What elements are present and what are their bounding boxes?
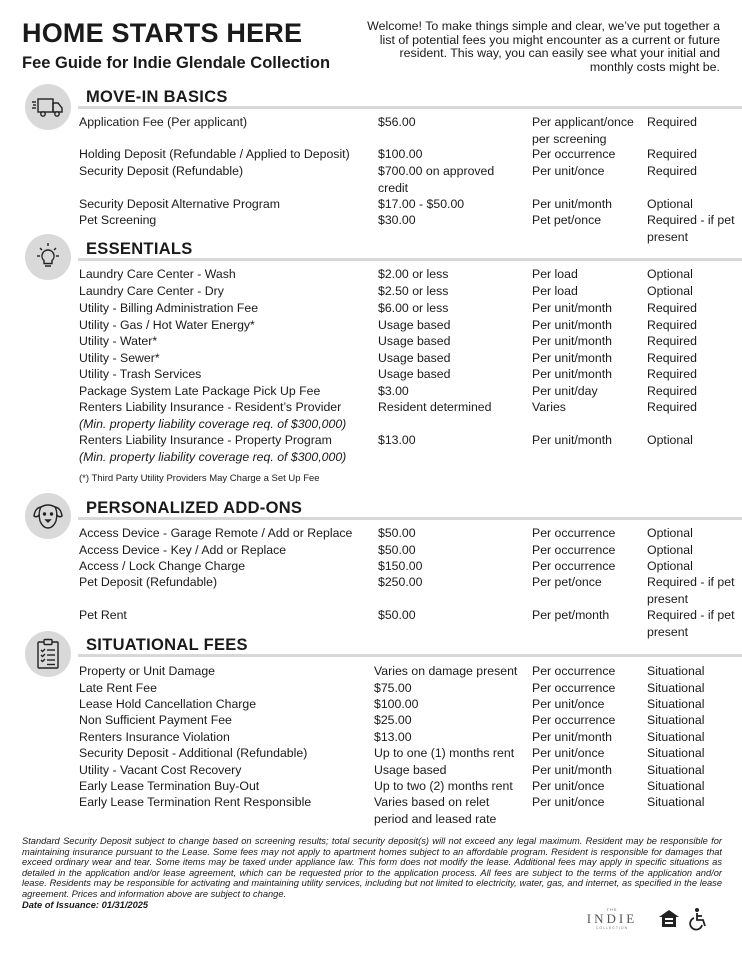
fee-frequency: Per unit/month (532, 197, 612, 211)
fee-amount: $2.00 or less (378, 267, 449, 281)
fee-name: Security Deposit Alternative Program (79, 197, 280, 211)
section-divider (78, 106, 742, 109)
fee-frequency: Per unit/once (532, 795, 605, 809)
fee-name: Utility - Billing Administration Fee (79, 301, 259, 315)
fee-type: Optional (647, 543, 693, 557)
fee-note: (Min. property liability coverage req. of $300,000) (79, 416, 347, 431)
fee-type: Situational (647, 664, 705, 678)
fee-amount: $250.00 (378, 575, 423, 589)
fee-amount: Up to one (1) months rent (374, 746, 515, 760)
fee-amount: Resident determined (378, 400, 492, 414)
fee-amount: $3.00 (378, 384, 409, 398)
fee-type: Required (647, 351, 697, 365)
fee-type: Required (647, 384, 697, 398)
fee-amount: $150.00 (378, 559, 423, 573)
fee-frequency: Per occurrence (532, 543, 616, 557)
fee-name: Early Lease Termination Buy-Out (79, 779, 260, 793)
fee-amount: $50.00 (378, 526, 416, 540)
page-title: HOME STARTS HERE (22, 18, 303, 48)
fee-name: Utility - Gas / Hot Water Energy* (79, 318, 255, 332)
fee-type: Optional (647, 526, 693, 540)
fee-name: Renters Liability Insurance - Resident’s Provider (79, 400, 342, 414)
delivery-truck-icon (25, 84, 71, 130)
fee-frequency: Per unit/once (532, 779, 605, 793)
fee-name: Utility - Water* (79, 334, 158, 348)
fee-type: Required - if pet present (647, 575, 735, 606)
logo-name-text: INDIE (586, 911, 638, 926)
fee-frequency: Per applicant/once per screening (532, 115, 634, 146)
fee-frequency: Per unit/day (532, 384, 598, 398)
fee-name: Access / Lock Change Charge (79, 559, 246, 573)
fee-amount: $13.00 (378, 433, 416, 447)
fee-name: Non Sufficient Payment Fee (79, 713, 232, 727)
section-divider (78, 654, 742, 657)
fee-type: Required (647, 318, 697, 332)
fee-amount: $17.00 - $50.00 (378, 197, 465, 211)
fee-type: Situational (647, 779, 705, 793)
fee-amount: $30.00 (378, 213, 416, 227)
fee-frequency: Per unit/month (532, 334, 612, 348)
welcome-text: Welcome! To make things simple and clear, we’ve put together a list of potential fees you might encounter as a current or future resident. This way, you can easily see what your initial and monthly costs might be. (367, 19, 720, 74)
fee-frequency: Per unit/month (532, 367, 612, 381)
fee-amount: Usage based (378, 334, 451, 348)
indie-collection-logo (582, 907, 642, 930)
dog-icon (25, 493, 71, 539)
fee-type: Optional (647, 267, 693, 281)
fee-type: Situational (647, 795, 705, 809)
fee-name: Package System Late Package Pick Up Fee (79, 384, 321, 398)
fee-type: Required (647, 164, 697, 178)
fee-type: Required (647, 115, 697, 129)
fee-frequency: Per pet/month (532, 608, 610, 622)
section-title-situational: SITUATIONAL FEES (86, 636, 248, 654)
footer-disclaimer (22, 836, 722, 910)
fee-name: Access Device - Key / Add or Replace (79, 543, 287, 557)
fee-name: Property or Unit Damage (79, 664, 216, 678)
fee-amount: Usage based (378, 318, 451, 332)
fee-type: Situational (647, 746, 705, 760)
fee-frequency: Per occurrence (532, 526, 616, 540)
fee-type: Situational (647, 730, 705, 744)
fee-frequency: Per occurrence (532, 147, 616, 161)
fee-amount: $25.00 (374, 713, 412, 727)
fee-frequency: Per occurrence (532, 664, 616, 678)
fee-frequency: Per load (532, 284, 578, 298)
fee-frequency: Per occurrence (532, 713, 616, 727)
fee-frequency: Per unit/month (532, 301, 612, 315)
logo-bottom-text: COLLECTION (595, 926, 629, 930)
fee-amount: Usage based (374, 763, 447, 777)
fee-frequency: Pet pet/once (532, 213, 602, 227)
fee-name: Security Deposit - Additional (Refundable) (79, 746, 308, 760)
fee-frequency: Per unit/month (532, 433, 612, 447)
fee-name: Utility - Sewer* (79, 351, 160, 365)
fee-type: Required (647, 301, 697, 315)
fee-type: Required (647, 367, 697, 381)
issuance-date: Date of Issuance: 01/31/2025 (22, 899, 149, 910)
fee-amount: $13.00 (374, 730, 412, 744)
fee-type: Optional (647, 433, 693, 447)
section-title-add-ons: PERSONALIZED ADD-ONS (86, 499, 303, 517)
fee-frequency: Per unit/once (532, 746, 605, 760)
fee-name: Holding Deposit (Refundable / Applied to Deposit) (79, 147, 350, 161)
fee-type: Required - if pet present (647, 213, 735, 244)
fee-amount: Up to two (2) months rent (374, 779, 513, 793)
fee-frequency: Per occurrence (532, 681, 616, 695)
fee-amount: $75.00 (374, 681, 412, 695)
fee-frequency: Per unit/month (532, 351, 612, 365)
fee-type: Situational (647, 681, 705, 695)
accessibility-icon (688, 907, 708, 931)
fee-amount: $100.00 (374, 697, 419, 711)
fee-amount: $6.00 or less (378, 301, 449, 315)
logo-top-text: THE (606, 907, 618, 912)
section-divider (78, 517, 742, 520)
section-divider (78, 258, 742, 261)
fee-frequency: Per unit/once (532, 164, 605, 178)
fee-name: Renters Insurance Violation (79, 730, 230, 744)
fee-amount: Usage based (378, 351, 451, 365)
fee-name: Utility - Trash Services (79, 367, 202, 381)
fee-frequency: Per occurrence (532, 559, 616, 573)
fee-name: Pet Rent (79, 608, 127, 622)
fee-frequency: Varies (532, 400, 566, 414)
fee-amount: Varies based on relet period and leased rate (374, 795, 497, 826)
fee-name: Early Lease Termination Rent Responsible (79, 795, 312, 809)
equal-housing-opportunity-icon (658, 908, 680, 930)
disclaimer-text: Standard Security Deposit subject to change based on screening results; total security deposit(s) will not exceed any legal maximum. Resident may be responsible for maintaining insurance pursuant to the Lease. Some fees may not apply to apartment homes subject to an affordable program. Resident is responsible for damages that exceed ordinary wear and tear. Some items may be taxed under appliance law. This form does not modify the lease. Additional fees may apply in specific situations as detailed in the application and/or lease agreement, which can be requested prior to the application process. All fees are subject to the terms of the application and/or lease. Residents may be responsible for activating and maintaining utility services, including but not limited to electricity, water, gas, and internet, as specified in the lease agreement. Prices and information above are subject to change. (22, 836, 722, 899)
fee-name: Access Device - Garage Remote / Add or Replace (79, 526, 353, 540)
fee-type: Situational (647, 713, 705, 727)
fee-type: Required (647, 147, 697, 161)
section-title-essentials: ESSENTIALS (86, 240, 193, 258)
fee-name: Lease Hold Cancellation Charge (79, 697, 257, 711)
fee-name: Pet Screening (79, 213, 157, 227)
fee-frequency: Per unit/month (532, 318, 612, 332)
fee-amount: Usage based (378, 367, 451, 381)
fee-amount: $100.00 (378, 147, 423, 161)
lightbulb-icon (25, 234, 71, 280)
page-subtitle: Fee Guide for Indie Glendale Collection (22, 54, 331, 72)
fee-frequency: Per unit/once (532, 697, 605, 711)
fee-amount: $56.00 (378, 115, 416, 129)
fee-type: Situational (647, 697, 705, 711)
fee-type: Required - if pet present (647, 608, 735, 639)
fee-amount: Varies on damage present (374, 664, 518, 678)
fee-frequency: Per unit/month (532, 763, 612, 777)
fee-type: Situational (647, 763, 705, 777)
fee-frequency: Per unit/month (532, 730, 612, 744)
fee-type: Optional (647, 559, 693, 573)
fee-amount: $2.50 or less (378, 284, 449, 298)
section-title-move-in: MOVE-IN BASICS (86, 88, 228, 106)
fee-frequency: Per pet/once (532, 575, 602, 589)
fee-name: Laundry Care Center - Dry (79, 284, 224, 298)
fee-name: Renters Liability Insurance - Property Program (79, 433, 332, 447)
fee-name: Pet Deposit (Refundable) (79, 575, 218, 589)
fee-type: Optional (647, 284, 693, 298)
fee-type: Required (647, 400, 697, 414)
fee-type: Optional (647, 197, 693, 211)
fee-name: Security Deposit (Refundable) (79, 164, 244, 178)
fee-amount: $700.00 on approved credit (378, 164, 495, 195)
fee-type: Required (647, 334, 697, 348)
fee-amount: $50.00 (378, 543, 416, 557)
fee-name: Application Fee (Per applicant) (79, 115, 248, 129)
fee-note: (Min. property liability coverage req. of $300,000) (79, 449, 347, 464)
utility-footnote: (*) Third Party Utility Providers May Charge a Set Up Fee (79, 473, 320, 484)
fee-name: Laundry Care Center - Wash (79, 267, 236, 281)
fee-frequency: Per load (532, 267, 578, 281)
clipboard-checklist-icon (25, 631, 71, 677)
fee-name: Utility - Vacant Cost Recovery (79, 763, 242, 777)
fee-amount: $50.00 (378, 608, 416, 622)
fee-name: Late Rent Fee (79, 681, 157, 695)
